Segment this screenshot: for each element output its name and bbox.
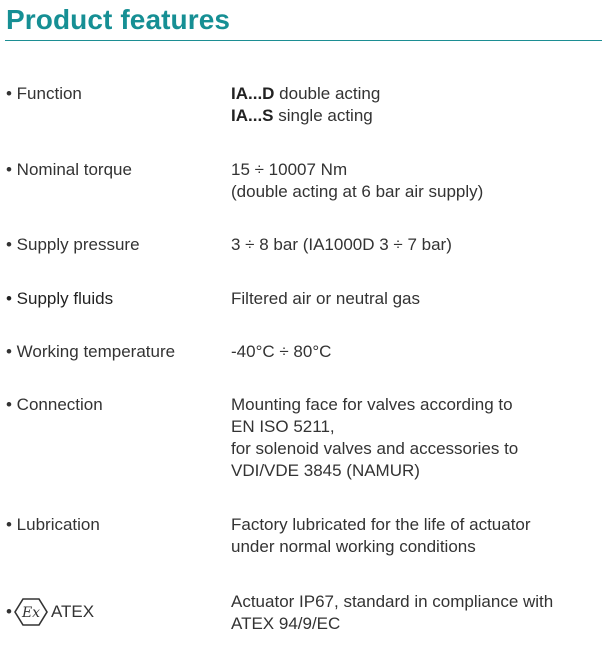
value-text: 15 ÷ 10007 Nm	[231, 160, 348, 179]
page-title: Product features	[6, 4, 231, 35]
value-text: (double acting at 6 bar air supply)	[231, 182, 484, 201]
model-code: IA...D	[231, 84, 275, 103]
feature-label: • Connection	[6, 395, 103, 414]
feature-value	[231, 288, 601, 310]
value-text: -40°C ÷ 80°C	[231, 342, 332, 361]
feature-value	[231, 514, 601, 558]
feature-label: • Supply pressure	[6, 235, 140, 254]
feature-label: • Supply fluids	[6, 289, 114, 308]
model-code: IA...S	[231, 106, 274, 125]
feature-label: • Nominal torque	[6, 160, 132, 179]
ex-hexagon-icon	[14, 597, 48, 627]
feature-label: • Lubrication	[6, 515, 100, 534]
value-text: 3 ÷ 8 bar (IA1000D 3 ÷ 7 bar)	[231, 235, 452, 254]
feature-value	[231, 341, 601, 363]
atex-label-group	[6, 597, 94, 627]
value-text: single acting	[273, 106, 373, 125]
value-text: for solenoid valves and accessories to	[231, 439, 519, 458]
value-text: double acting	[274, 84, 381, 103]
value-text: Factory lubricated for the life of actuator	[231, 515, 531, 534]
value-text: VDI/VDE 3845 (NAMUR)	[231, 461, 420, 480]
bullet: •	[6, 602, 12, 621]
feature-label: • Working temperature	[6, 342, 176, 361]
feature-value	[231, 394, 601, 482]
feature-label: • Function	[6, 84, 82, 103]
feature-value	[231, 159, 601, 203]
value-text: under normal working conditions	[231, 537, 476, 556]
value-text: Actuator IP67, standard in compliance with	[231, 592, 554, 611]
title-divider	[5, 40, 602, 41]
value-text: Mounting face for valves according to	[231, 395, 513, 414]
feature-value	[231, 234, 601, 256]
feature-value	[231, 591, 601, 635]
feature-value	[231, 83, 601, 127]
svg-text:Ex: Ex	[21, 605, 41, 621]
value-text: Filtered air or neutral gas	[231, 289, 420, 308]
value-text: ATEX 94/9/EC	[231, 614, 341, 633]
atex-label: ATEX	[50, 602, 95, 621]
value-text: EN ISO 5211,	[231, 417, 335, 436]
